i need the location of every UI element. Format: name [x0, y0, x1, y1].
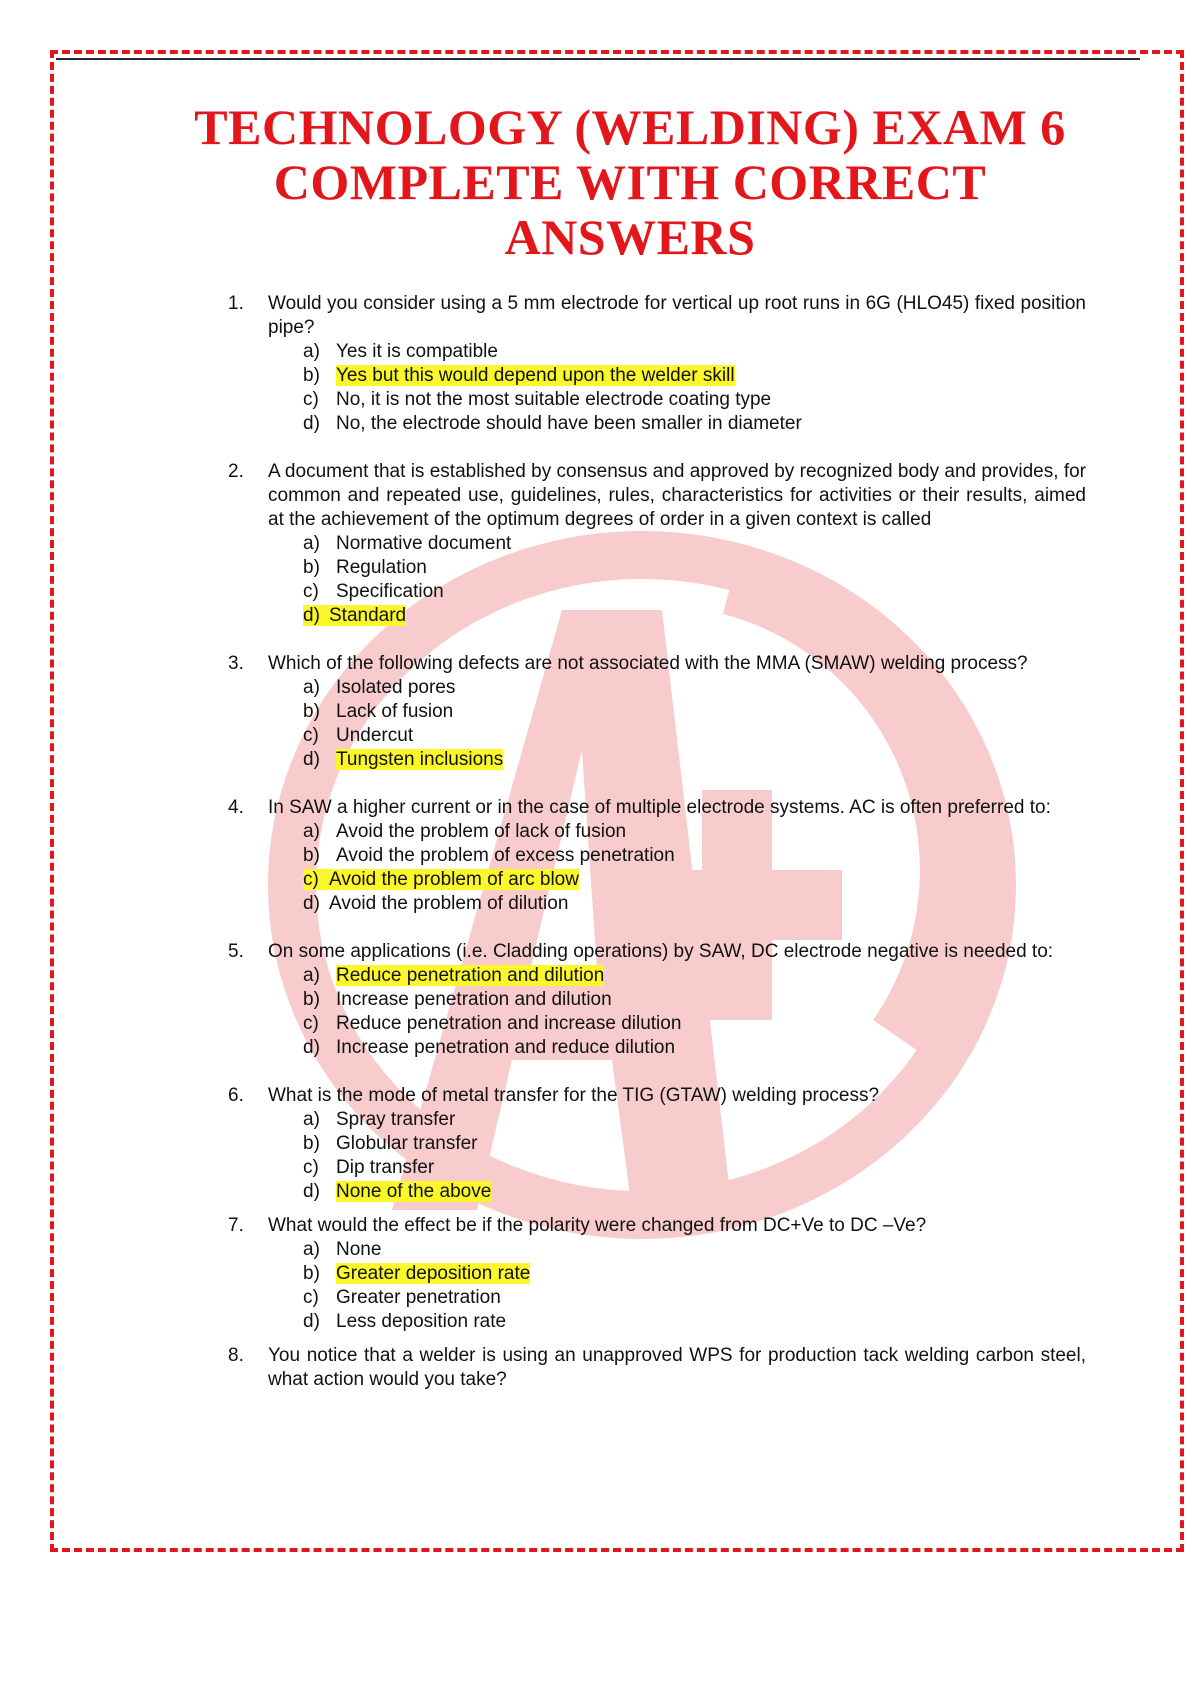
- option-text: Undercut: [336, 725, 414, 746]
- option-text: Avoid the problem of dilution: [329, 893, 569, 914]
- question-5: [228, 940, 1086, 1060]
- question-text: You notice that a welder is using an unapproved WPS for production tack welding carbon steel, what action would you take?: [268, 1345, 1086, 1390]
- option-text: Globular transfer: [336, 1133, 478, 1154]
- question-number: 8.: [228, 1345, 244, 1366]
- question-number: 3.: [228, 653, 244, 674]
- option-text: Normative document: [336, 533, 512, 554]
- question-number: 2.: [228, 461, 244, 482]
- question-text: Which of the following defects are not associated with the MMA (SMAW) welding process?: [268, 653, 1028, 674]
- option-d: d) Less deposition rate: [303, 1311, 507, 1332]
- answer-options: [303, 676, 1086, 772]
- top-rule: [56, 58, 1140, 60]
- question-8: [228, 1344, 1086, 1392]
- option-d: d) Tungsten inclusions: [303, 749, 504, 770]
- question-6: [228, 1084, 1086, 1204]
- answer-options: [303, 340, 1086, 436]
- option-c: [303, 868, 1086, 892]
- question-list: [228, 292, 1086, 1392]
- option-d: d) Increase penetration and reduce dilution: [303, 1037, 676, 1058]
- question-text: A document that is established by consensus and approved by recognized body and provides, for common and repeated use, guidelines, rules, characteristics for activities or their results, aimed at the achievement of the optimum degrees of order in a given context is called: [268, 461, 1086, 530]
- option-a: a) Normative document: [303, 533, 512, 554]
- correct-answer-highlight: Tungsten inclusions: [336, 749, 504, 770]
- correct-answer-highlight: c) Avoid the problem of arc blow: [303, 869, 579, 890]
- option-a: a) Reduce penetration and dilution: [303, 965, 605, 986]
- question-4: [228, 796, 1086, 916]
- correct-answer-highlight: Greater deposition rate: [336, 1263, 531, 1284]
- title-line-1: TECHNOLOGY (WELDING) EXAM 6: [194, 99, 1066, 155]
- option-c: c) Reduce penetration and increase dilution: [303, 1013, 682, 1034]
- option-text: Avoid the problem of lack of fusion: [336, 821, 627, 842]
- option-d: [303, 604, 1086, 628]
- option-a: a) Avoid the problem of lack of fusion: [303, 821, 627, 842]
- option-text: Dip transfer: [336, 1157, 435, 1178]
- answer-options: [303, 820, 1086, 916]
- question-text: What would the effect be if the polarity were changed from DC+Ve to DC –Ve?: [268, 1215, 927, 1236]
- option-c: c) No, it is not the most suitable electrode coating type: [303, 389, 772, 410]
- option-text: Regulation: [336, 557, 427, 578]
- option-text: Increase penetration and reduce dilution: [336, 1037, 676, 1058]
- option-c: c) Dip transfer: [303, 1157, 435, 1178]
- option-d: d) None of the above: [303, 1181, 492, 1202]
- question-text: In SAW a higher current or in the case of multiple electrode systems. AC is often preferred to:: [268, 797, 1051, 818]
- option-c: c) Greater penetration: [303, 1287, 501, 1308]
- question-2: [228, 460, 1086, 628]
- option-text: None: [336, 1239, 382, 1260]
- option-a: a) Spray transfer: [303, 1109, 456, 1130]
- option-b: b) Regulation: [303, 557, 427, 578]
- option-text: Yes it is compatible: [336, 341, 498, 362]
- question-number: 6.: [228, 1085, 244, 1106]
- question-number: 5.: [228, 941, 244, 962]
- answer-options: [303, 532, 1086, 628]
- option-text: Specification: [336, 581, 444, 602]
- question-text: On some applications (i.e. Cladding operations) by SAW, DC electrode negative is needed to:: [268, 941, 1054, 962]
- question-text: What is the mode of metal transfer for the TIG (GTAW) welding process?: [268, 1085, 880, 1106]
- title-line-3: ANSWERS: [504, 209, 756, 265]
- option-text: Avoid the problem of excess penetration: [336, 845, 675, 866]
- correct-answer-highlight: d) Standard: [303, 605, 407, 626]
- option-d: d) No, the electrode should have been smaller in diameter: [303, 413, 802, 434]
- answer-options: [303, 1108, 1086, 1204]
- question-text: Would you consider using a 5 mm electrode for vertical up root runs in 6G (HLO45) fixed position pipe?: [268, 293, 1086, 338]
- option-c: c) Undercut: [303, 725, 414, 746]
- option-b: b) Lack of fusion: [303, 701, 454, 722]
- question-7: [228, 1214, 1086, 1334]
- correct-answer-highlight: None of the above: [336, 1181, 492, 1202]
- option-text: Isolated pores: [336, 677, 456, 698]
- option-text: No, the electrode should have been smaller in diameter: [336, 413, 802, 434]
- correct-answer-highlight: Reduce penetration and dilution: [336, 965, 605, 986]
- question-1: [228, 292, 1086, 436]
- option-text: Lack of fusion: [336, 701, 454, 722]
- option-text: Greater penetration: [336, 1287, 501, 1308]
- exam-title: [100, 100, 1160, 265]
- question-3: [228, 652, 1086, 772]
- question-number: 4.: [228, 797, 244, 818]
- title-line-2: COMPLETE WITH CORRECT: [273, 154, 987, 210]
- option-b: b) Yes but this would depend upon the welder skill: [303, 365, 735, 386]
- option-a: a) Yes it is compatible: [303, 341, 498, 362]
- correct-answer-highlight: Yes but this would depend upon the welder skill: [336, 365, 735, 386]
- option-b: b) Greater deposition rate: [303, 1263, 531, 1284]
- option-c: c) Specification: [303, 581, 444, 602]
- answer-options: [303, 964, 1086, 1060]
- question-number: 1.: [228, 293, 244, 314]
- option-a: a) Isolated pores: [303, 677, 456, 698]
- option-b: b) Globular transfer: [303, 1133, 478, 1154]
- option-d: d) Avoid the problem of dilution: [303, 893, 569, 914]
- option-b: b) Avoid the problem of excess penetration: [303, 845, 675, 866]
- answer-options: [303, 1238, 1086, 1334]
- option-b: b) Increase penetration and dilution: [303, 989, 612, 1010]
- option-text: Increase penetration and dilution: [336, 989, 612, 1010]
- option-text: No, it is not the most suitable electrode coating type: [336, 389, 772, 410]
- option-text: Spray transfer: [336, 1109, 456, 1130]
- option-text: Less deposition rate: [336, 1311, 507, 1332]
- option-text: Reduce penetration and increase dilution: [336, 1013, 682, 1034]
- question-number: 7.: [228, 1215, 244, 1236]
- option-a: a) None: [303, 1239, 382, 1260]
